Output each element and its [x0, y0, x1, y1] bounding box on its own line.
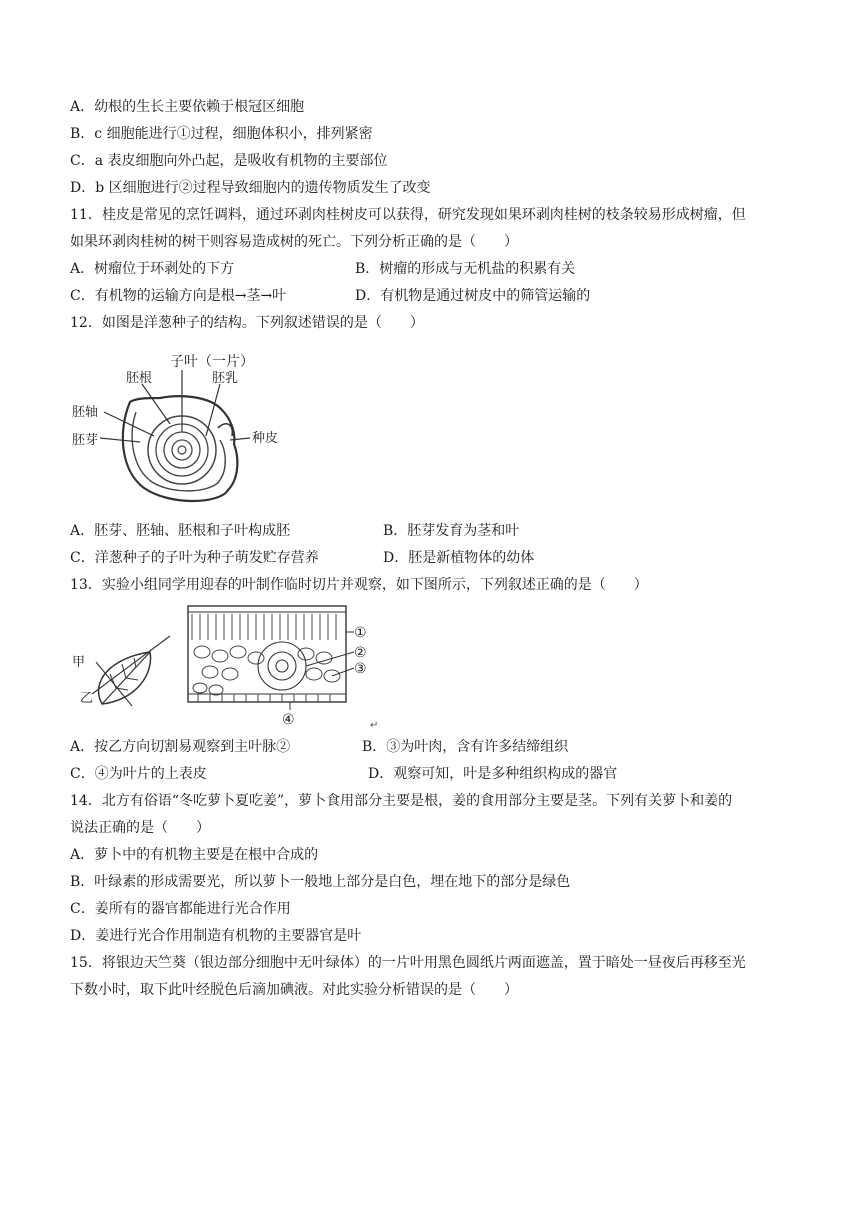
leaf-section-figure [70, 602, 390, 730]
q11-option-d: D．有机物是通过树皮中的筛管运输的 [355, 288, 591, 304]
label-hypocotyl: 胚轴 [72, 405, 99, 420]
q10-option-b: B．c 细胞能进行①过程，细胞体积小，排列紧密 [70, 126, 373, 142]
seed-outline [123, 396, 238, 501]
leaf-drawing [92, 636, 170, 706]
cross-section-drawing [188, 606, 354, 710]
q14-option-c: C．姜所有的器官都能进行光合作用 [70, 901, 291, 917]
label-seed-coat: 种皮 [252, 431, 279, 446]
q13-option-b: B．③为叶肉，含有许多结缔组织 [362, 739, 569, 755]
q11-stem-line2: 如果环剥肉桂树的树干则容易造成树的死亡。下列分析正确的是（ ） [70, 234, 518, 250]
label-endosperm: 胚乳 [212, 371, 239, 386]
q15-stem-line1: 15．将银边天竺葵（银边部分细胞中无叶绿体）的一片叶用黑色圆纸片两面遮盖，置于暗处一昼夜后再移至光 [70, 955, 746, 971]
label-yi: 乙 [80, 691, 94, 706]
label-n3: ③ [354, 661, 367, 677]
label-radicle: 胚根 [126, 371, 153, 386]
q15-stem-line2: 下数小时，取下此叶经脱色后滴加碘液。对此实验分析错误的是（ ） [70, 982, 518, 998]
q14-option-a: A．萝卜中的有机物主要是在根中合成的 [70, 847, 319, 863]
q13-option-a: A．按乙方向切割易观察到主叶脉② [70, 739, 291, 755]
q11-stem-line1: 11．桂皮是常见的烹饪调料，通过环剥肉桂树皮可以获得，研究发现如果环剥肉桂树的枝条较易形成树瘤，但 [70, 207, 746, 223]
q10-option-a: A．幼根的生长主要依赖于根冠区细胞 [70, 99, 305, 115]
q13-option-d: D．观察可知，叶是多种组织构成的器官 [368, 766, 618, 782]
q14-stem-line1: 14．北方有俗语“冬吃萝卜夏吃姜”，萝卜食用部分主要是根，姜的食用部分主要是茎。下列有关萝卜和姜的 [70, 793, 733, 809]
label-plumule: 胚芽 [72, 433, 99, 448]
q14-stem-line2: 说法正确的是（ ） [70, 820, 210, 836]
onion-seed-figure [70, 340, 310, 520]
paragraph-mark: ↵ [370, 720, 379, 730]
q11-option-c: C．有机物的运输方向是根→茎→叶 [70, 288, 287, 304]
q12-option-a: A．胚芽、胚轴、胚根和子叶构成胚 [70, 523, 291, 539]
label-n4: ④ [282, 712, 295, 728]
q11-option-b: B．树瘤的形成与无机盐的积累有关 [355, 261, 576, 277]
q12-option-c: C．洋葱种子的子叶为种子萌发贮存营养 [70, 550, 319, 566]
label-n1: ① [354, 625, 367, 641]
q13-option-c: C．④为叶片的上表皮 [70, 766, 207, 782]
q14-option-d: D．姜进行光合作用制造有机物的主要器官是叶 [70, 928, 362, 944]
q14-option-b: B．叶绿素的形成需要光，所以萝卜一般地上部分是白色，埋在地下的部分是绿色 [70, 874, 571, 890]
label-jia: 甲 [72, 655, 86, 670]
label-cotyledon: 子叶（一片） [170, 354, 254, 370]
q13-stem: 13．实验小组同学用迎春的叶制作临时切片并观察，如下图所示，下列叙述正确的是（ ） [70, 577, 648, 593]
q12-option-b: B．胚芽发育为茎和叶 [383, 523, 520, 539]
q12-stem: 12．如图是洋葱种子的结构。下列叙述错误的是（ ） [70, 315, 424, 331]
q10-option-c: C．a 表皮细胞向外凸起，是吸收有机物的主要部位 [70, 153, 388, 169]
q10-option-d: D．b 区细胞进行②过程导致细胞内的遗传物质发生了改变 [70, 180, 431, 196]
q12-option-d: D．胚是新植物体的幼体 [383, 550, 535, 566]
q11-option-a: A．树瘤位于环剥处的下方 [70, 261, 235, 277]
label-n2: ② [354, 645, 367, 661]
